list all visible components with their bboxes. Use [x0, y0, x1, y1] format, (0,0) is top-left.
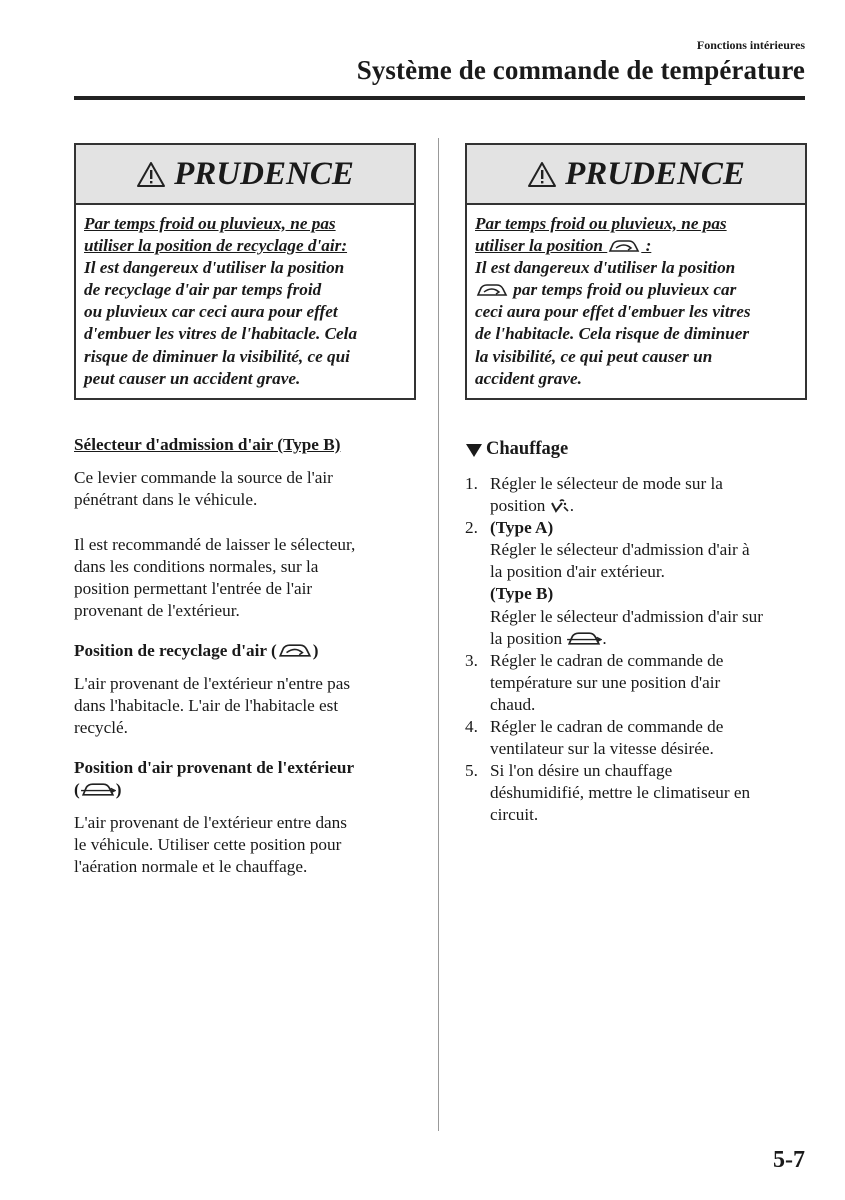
- caution-line: la visibilité, ce qui peut causer un: [475, 346, 713, 366]
- caution-line: Il est dangereux d'utiliser la position: [84, 258, 345, 278]
- paragraph-line: position permettant l'entrée de l'air: [74, 579, 313, 599]
- step-line: Régler le sélecteur de mode sur la: [490, 474, 723, 493]
- caution-line: peut causer un accident grave.: [84, 368, 301, 388]
- caution-line: ou pluvieux car ceci aura pour effet: [84, 302, 338, 322]
- caution-underlined-line: Par temps froid ou pluvieux, ne pas: [84, 214, 336, 233]
- warning-triangle-icon: [527, 161, 557, 188]
- caution-underlined-line: Par temps froid ou pluvieux, ne pas: [475, 214, 727, 233]
- heading-text: (: [74, 780, 80, 800]
- caution-title: PRUDENCE: [565, 155, 745, 192]
- recirculation-paragraph: [74, 673, 350, 739]
- caution-text: utiliser la position: [475, 236, 608, 256]
- list-item: [465, 650, 763, 716]
- paragraph-line: dans les conditions normales, sur la: [74, 557, 319, 577]
- column-divider: [438, 138, 439, 1131]
- paragraph-line: pénétrant dans le véhicule.: [74, 490, 258, 510]
- step-line: Régler le cadran de commande de: [490, 717, 724, 737]
- step-number: 3.: [465, 650, 478, 670]
- caution-title: PRUDENCE: [174, 155, 354, 192]
- step-number: 4.: [465, 717, 478, 737]
- caution-body: [467, 205, 805, 396]
- step-text: position: [490, 496, 550, 516]
- step-line: Régler le cadran de commande de: [490, 650, 724, 670]
- caution-line: accident grave.: [475, 368, 582, 388]
- step-text: .: [602, 628, 607, 648]
- step-line: Régler le sélecteur d'admission d'air sur: [490, 606, 763, 626]
- paragraph-line: Il est recommandé de laisser le sélecteur,: [74, 535, 356, 554]
- caution-underlined-line: utiliser la position de recyclage d'air:: [84, 236, 348, 256]
- paragraph-line: Ce levier commande la source de l'air: [74, 468, 333, 487]
- caution-text: :: [641, 236, 652, 256]
- selector-paragraph-2: [74, 534, 355, 622]
- selector-heading-text: Sélecteur d'admission d'air (Type B): [74, 435, 341, 454]
- caution-line: ceci aura pour effet d'embuer les vitres: [475, 302, 751, 322]
- heading-text: ): [312, 641, 319, 660]
- caution-line: d'embuer les vitres de l'habitacle. Cela: [84, 324, 358, 344]
- outside-air-heading: [74, 757, 354, 801]
- paragraph-line: provenant de l'extérieur.: [74, 601, 240, 621]
- heading-line: [74, 779, 354, 801]
- caution-box-right: [465, 143, 807, 400]
- caution-line: de l'habitacle. Cela risque de diminuer: [475, 324, 750, 344]
- caution-line: de recyclage d'air par temps froid: [84, 280, 322, 300]
- step-line: [490, 495, 763, 517]
- outside-air-icon: [80, 781, 116, 798]
- floor-mode-icon: [550, 498, 570, 514]
- paragraph-line: L'air provenant de l'extérieur entre dans: [74, 813, 347, 832]
- section-kicker: Fonctions intérieures: [696, 38, 805, 52]
- step-line: la position d'air extérieur.: [490, 562, 665, 582]
- step-line: température sur une position d'air: [490, 672, 721, 692]
- step-type-label: (Type B): [490, 584, 554, 604]
- step-number: 1.: [465, 474, 478, 493]
- heading-text: Position d'air provenant de l'extérieur: [74, 758, 355, 777]
- list-item: [465, 760, 763, 826]
- page-title: Système de commande de température: [356, 55, 805, 85]
- caution-body: [76, 205, 414, 396]
- caution-header: [76, 145, 414, 205]
- paragraph-line: l'aération normale et le chauffage.: [74, 857, 308, 877]
- step-number: 2.: [465, 518, 478, 538]
- step-line: Si l'on désire un chauffage: [490, 761, 673, 781]
- air-recirculation-icon: [475, 282, 509, 298]
- caution-text: par temps froid ou pluvieux car: [509, 280, 737, 300]
- step-text: .: [569, 496, 574, 516]
- heading-text: Position de recyclage d'air (: [74, 641, 277, 660]
- caution-line: [475, 279, 797, 301]
- step-line: circuit.: [490, 805, 539, 825]
- list-item: [465, 473, 763, 517]
- caution-line: Il est dangereux d'utiliser la position: [475, 258, 736, 278]
- air-recirculation-icon: [277, 642, 313, 659]
- caution-underlined-line: [475, 235, 797, 257]
- heating-heading: [465, 439, 568, 460]
- step-line: déshumidifié, mettre le climatiseur en: [490, 783, 751, 803]
- step-line: chaud.: [490, 694, 536, 714]
- selector-paragraph-1: [74, 467, 333, 511]
- heating-heading-text: Chauffage: [486, 439, 569, 459]
- list-item: [465, 716, 763, 760]
- step-type-label: (Type A): [490, 518, 554, 538]
- paragraph-line: recyclé.: [74, 718, 128, 738]
- list-item: [465, 517, 763, 650]
- step-number: 5.: [465, 761, 478, 781]
- paragraph-line: le véhicule. Utiliser cette position pour: [74, 835, 342, 855]
- outside-air-icon: [566, 630, 602, 647]
- page-number: 5-7: [773, 1147, 805, 1173]
- warning-triangle-icon: [136, 161, 166, 188]
- title-rule: [74, 96, 805, 100]
- selector-heading: [74, 434, 340, 456]
- air-recirculation-icon: [607, 238, 641, 254]
- recirculation-heading: [74, 640, 318, 662]
- step-line: [490, 628, 763, 650]
- step-line: ventilateur sur la vitesse désirée.: [490, 739, 714, 759]
- caution-box-left: [74, 143, 416, 400]
- paragraph-line: dans l'habitacle. L'air de l'habitacle est: [74, 696, 339, 716]
- outside-air-paragraph: [74, 812, 347, 878]
- step-line: Régler le sélecteur d'admission d'air à: [490, 540, 750, 560]
- heading-text: ): [115, 780, 122, 800]
- heating-steps: [465, 473, 763, 827]
- caution-line: risque de diminuer la visibilité, ce qui: [84, 346, 350, 366]
- down-triangle-icon: [465, 442, 483, 458]
- paragraph-line: L'air provenant de l'extérieur n'entre pas: [74, 674, 351, 693]
- step-text: la position: [490, 628, 567, 648]
- caution-header: [467, 145, 805, 205]
